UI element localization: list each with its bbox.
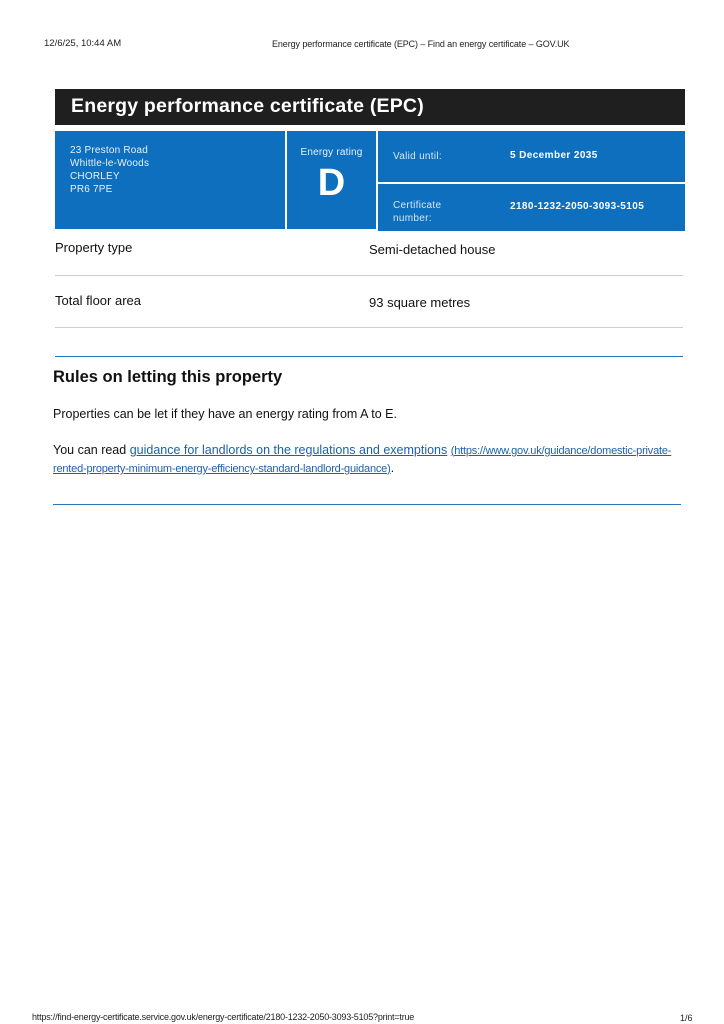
print-page-title: Energy performance certificate (EPC) – Find an energy certificate – GOV.UK [272,39,570,49]
certificate-number-value: 2180-1232-2050-3093-5105 [510,201,645,212]
address-line-2: Whittle-le-Woods [70,158,150,169]
floor-area-label: Total floor area [55,293,141,308]
print-footer-url: https://find-energy-certificate.service.gov.uk/energy-certificate/2180-1232-2050-3093-5105?print=true [32,1012,415,1022]
energy-rating-label: Energy rating [300,147,363,158]
valid-until-value: 5 December 2035 [510,150,598,161]
address-block [55,131,285,229]
section-divider-bottom [53,504,681,505]
property-type-row [55,224,683,276]
certificate-number-label: Certificate number: [393,200,442,224]
epc-title-banner: Energy performance certificate (EPC) [55,89,685,125]
section-divider-top [55,356,683,357]
valid-until-label: Valid until: [393,151,442,162]
energy-rating-block [287,131,376,229]
guidance-url[interactable]: https://www.gov.uk/guidance/domestic-private-rented-property-minimum-energy-efficiency-standard-landlord-guidance [53,445,672,475]
print-datetime: 12/6/25, 10:44 AM [44,38,122,49]
property-type-value: Semi-detached house [369,242,496,257]
address-line-1: 23 Preston Road [70,145,149,156]
rules-section-title: Rules on letting this property [53,368,283,386]
guidance-paragraph [53,442,693,478]
energy-rating-letter: D [317,162,346,204]
address-line-3: CHORLEY [70,171,120,182]
guidance-prefix: You can read [53,443,130,457]
rules-text: Properties can be let if they have an energy rating from A to E. [53,407,397,421]
floor-area-value: 93 square metres [369,295,471,310]
print-page-number: 1/6 [680,1013,693,1023]
valid-until-block [378,131,685,182]
guidance-end: . [390,461,395,475]
guidance-url-close: ) [387,463,391,475]
floor-area-row [55,276,683,328]
property-type-label: Property type [55,240,133,255]
guidance-url-open: ( [450,445,455,457]
address-line-4: PR6 7PE [70,184,113,195]
guidance-link[interactable]: guidance for landlords on the regulations and exemptions [129,443,448,457]
